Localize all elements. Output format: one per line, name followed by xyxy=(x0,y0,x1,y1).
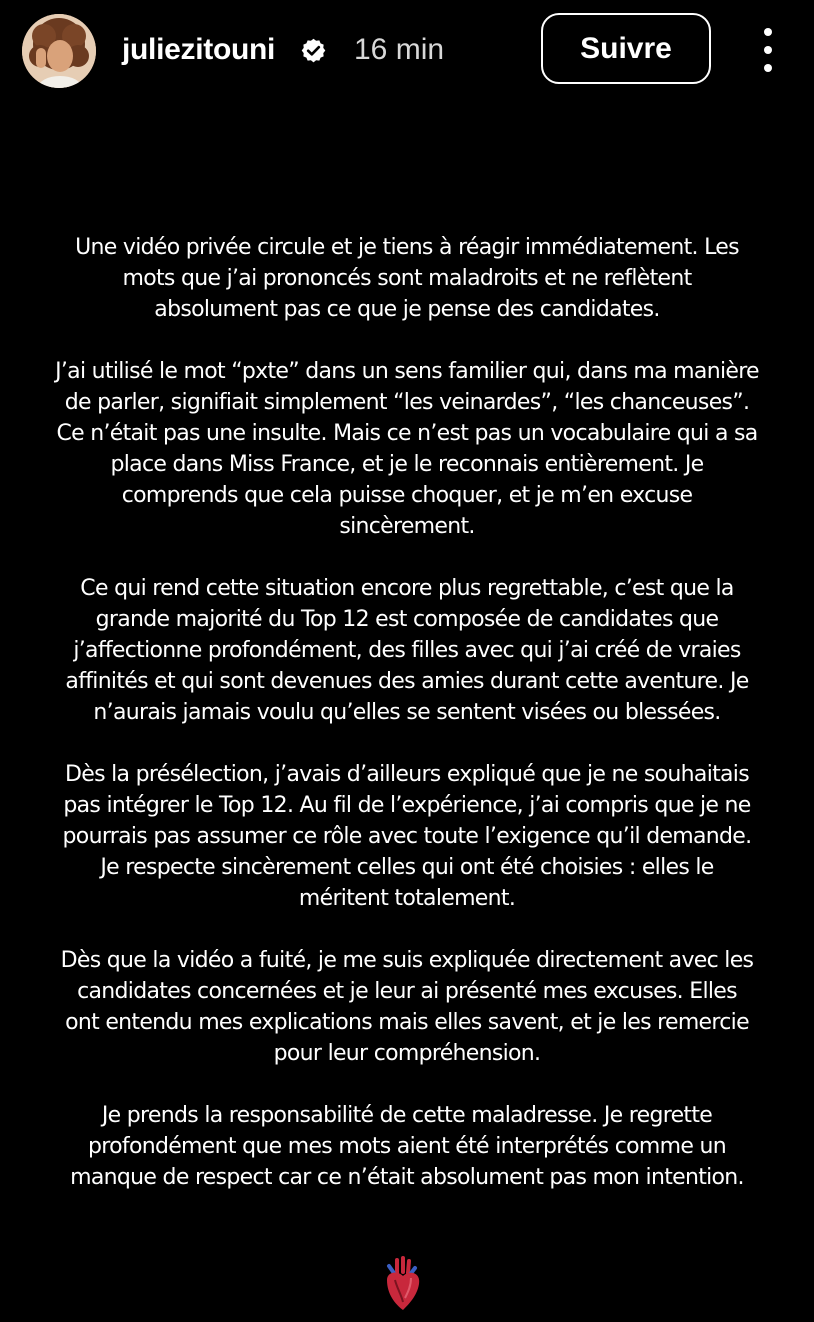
story-paragraph-6 xyxy=(0,1100,814,1193)
text-line: de parler, signifiait simplement “les veinardes”, “les chanceuses”. xyxy=(64,390,750,415)
text-line: Ce qui rend cette situation encore plus regrettable, c’est que la xyxy=(80,576,734,601)
story-paragraph-5 xyxy=(0,945,814,1069)
text-line: pour leur compréhension. xyxy=(273,1041,541,1066)
text-line: manque de respect car ce n’était absolument pas mon intention. xyxy=(70,1165,744,1190)
text-line: comprends que cela puisse choquer, et je m’en excuse xyxy=(121,483,693,508)
story-paragraph-4 xyxy=(0,759,814,914)
text-line: Une vidéo privée circule et je tiens à réagir immédiatement. Les xyxy=(75,235,739,260)
text-line: affinités et qui sont devenues des amies durant cette aventure. Je xyxy=(65,669,749,694)
story-text-block xyxy=(0,232,814,1224)
story-paragraph-3 xyxy=(0,573,814,728)
text-line: mots que j’ai prononcés sont maladroits et ne reflètent xyxy=(122,266,692,291)
text-line: ont entendu mes explications mais elles savent, et je les remercie xyxy=(65,1010,749,1035)
story-header xyxy=(0,0,814,100)
verified-badge-icon xyxy=(300,37,327,64)
more-dot xyxy=(764,64,772,72)
text-line: méritent totalement. xyxy=(298,886,516,911)
profile-avatar[interactable] xyxy=(22,14,96,88)
text-line: Ce n’était pas une insulte. Mais ce n’est pas un vocabulaire qui a sa xyxy=(56,421,758,446)
text-line: Dès que la vidéo a fuité, je me suis expliquée directement avec les xyxy=(60,948,754,973)
text-line: Je prends la responsabilité de cette maladresse. Je regrette xyxy=(101,1103,713,1128)
text-line: J’ai utilisé le mot “pxte” dans un sens familier qui, dans ma manière xyxy=(55,359,759,384)
text-line: n’aurais jamais voulu qu’elles se sentent visées ou blessées. xyxy=(93,700,721,725)
story-paragraph-1 xyxy=(0,232,814,325)
more-dot xyxy=(764,28,772,36)
text-line: absolument pas ce que je pense des candidates. xyxy=(154,297,660,322)
text-line: pas intégrer le Top 12. Au fil de l’expérience, j’ai compris que je ne xyxy=(63,793,751,818)
username[interactable]: juliezitouni xyxy=(122,33,276,66)
post-time: 16 min xyxy=(354,33,445,66)
anatomical-heart-icon xyxy=(381,1256,425,1312)
avatar-image xyxy=(22,14,96,88)
text-line: pourrais pas assumer ce rôle avec toute l’exigence qu’il demande. xyxy=(62,824,752,849)
story-paragraph-2 xyxy=(0,356,814,542)
more-options-icon[interactable] xyxy=(752,28,784,72)
text-line: candidates concernées et je leur ai présenté mes excuses. Elles xyxy=(77,979,737,1004)
follow-button[interactable]: Suivre xyxy=(541,13,711,84)
text-line: place dans Miss France, et je le reconnais entièrement. Je xyxy=(110,452,704,477)
text-line: profondément que mes mots aient été interprétés comme un xyxy=(88,1134,726,1159)
text-line: sincèrement. xyxy=(339,514,475,539)
text-line: j’affectionne profondément, des filles avec qui j’ai créé de vraies xyxy=(73,638,741,663)
text-line: Dès la présélection, j’avais d’ailleurs expliqué que je ne souhaitais xyxy=(65,762,749,787)
text-line: grande majorité du Top 12 est composée de candidates que xyxy=(95,607,719,632)
text-line: Je respecte sincèrement celles qui ont été choisies : elles le xyxy=(100,855,714,880)
more-dot xyxy=(764,46,772,54)
